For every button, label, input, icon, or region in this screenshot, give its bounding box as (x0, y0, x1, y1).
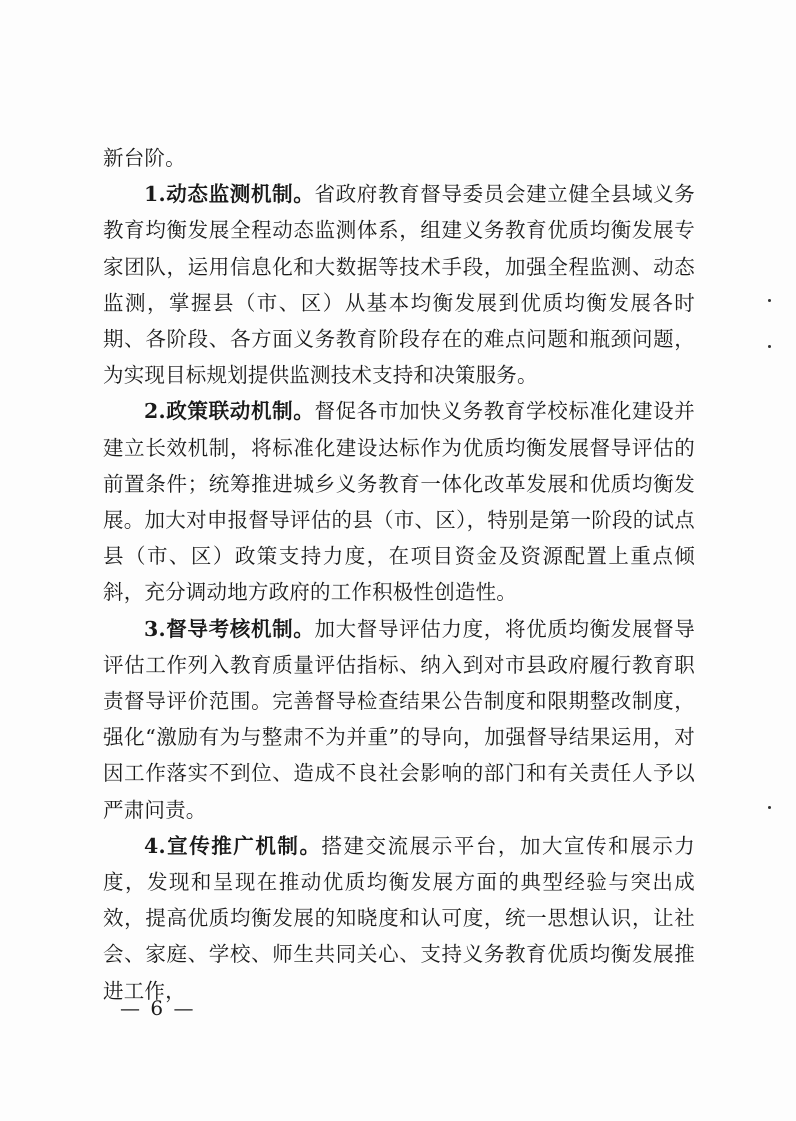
section-1-heading: 1.动态监测机制。 (144, 182, 315, 207)
section-3-heading: 3.督导考核机制。 (144, 616, 315, 641)
binding-hole-mark (768, 806, 771, 809)
section-4-heading: 4.宣传推广机制。 (144, 833, 322, 858)
page-number: — 6 — (120, 996, 196, 1020)
section-1-paragraph (103, 176, 695, 393)
body-text (103, 140, 695, 1009)
section-4-body: 搭建交流展示平台，加大宣传和展示力度，发现和呈现在推动优质均衡发展方面的典型经验与突出成效，提高优质均衡发展的知晓度和认可度，统一思想认识，让社会、家庭、学校、师生共同关心、支持义务教育优质均衡发展推进工作， (103, 833, 695, 1003)
binding-hole-mark (768, 299, 771, 302)
section-4-paragraph (103, 828, 695, 1009)
continuation-paragraph: 新台阶。 (103, 146, 186, 170)
section-2-body: 督促各市加快义务教育学校标准化建设并建立长效机制，将标准化建设达标作为优质均衡发展督导评估的前置条件；统筹推进城乡义务教育一体化改革发展和优质均衡发展。加大对申报督导评估的县（市、区），特别是第一阶段的试点县（市、区）政策支持力度，在项目资金及资源配置上重点倾斜，充分调动地方政府的工作积极性创造性。 (103, 399, 695, 605)
section-1-body: 省政府教育督导委员会建立健全县域义务教育均衡发展全程动态监测体系，组建义务教育优质均衡发展专家团队，运用信息化和大数据等技术手段，加强全程监测、动态监测，掌握县（市、区）从基本均衡发展到优质均衡发展各时期、各阶段、各方面义务教育阶段存在的难点问题和瓶颈问题，为实现目标规划提供监测技术支持和决策服务。 (103, 182, 695, 388)
section-3-paragraph (103, 611, 695, 828)
section-3-body: 加大督导评估力度，将优质均衡发展督导评估工作列入教育质量评估指标、纳入到对市县政府履行教育职责督导评价范围。完善督导检查结果公告制度和限期整改制度，强化“激励有为与整肃不为并重”的导向，加强督导结果运用，对因工作落实不到位、造成不良社会影响的部门和有关责任人予以严肃问责。 (103, 616, 695, 822)
section-2-heading: 2.政策联动机制。 (144, 399, 315, 424)
section-2-paragraph (103, 393, 695, 610)
binding-hole-mark (768, 345, 771, 348)
